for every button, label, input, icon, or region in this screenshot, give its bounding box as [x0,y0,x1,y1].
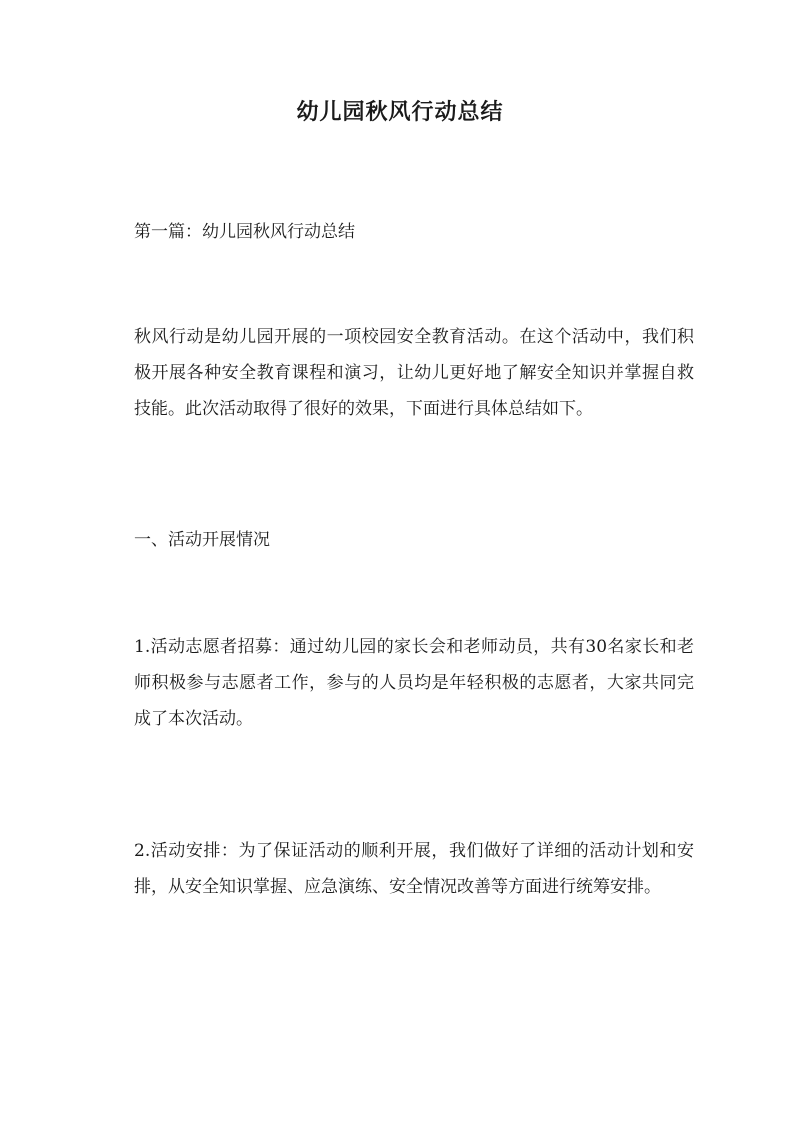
chapter-heading: 第一篇：幼儿园秋风行动总结 [134,222,355,242]
list-item-1: 1.活动志愿者招募：通过幼儿园的家长会和老师动员，共有30名家长和老师积极参与志愿者工作，参与的人员均是年轻积极的志愿者，大家共同完成了本次活动。 [134,637,694,729]
intro-paragraph: 秋风行动是幼儿园开展的一项校园安全教育活动。在这个活动中，我们积极开展各种安全教育课程和演习，让幼儿更好地了解安全知识并掌握自救技能。此次活动取得了很好的效果，下面进行具体总结如下。 [134,327,694,419]
document-title: 幼儿园秋风行动总结 [296,99,504,125]
section-heading-1: 一、活动开展情况 [134,530,270,550]
list-item-2: 2.活动安排：为了保证活动的顺利开展，我们做好了详细的活动计划和安排，从安全知识掌握、应急演练、安全情况改善等方面进行统筹安排。 [134,841,694,897]
